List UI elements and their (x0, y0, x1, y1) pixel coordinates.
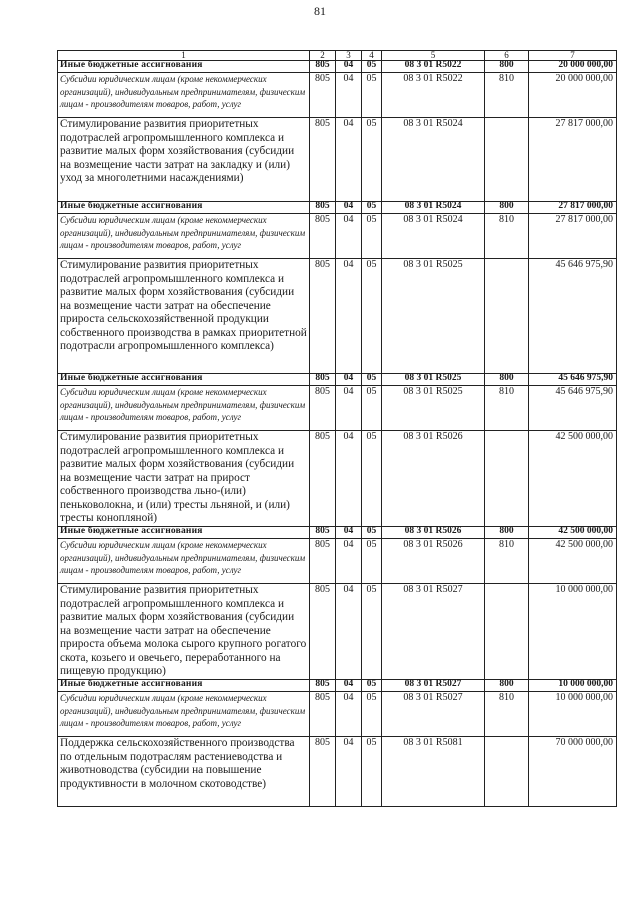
row-cell-c6: 800 (485, 527, 529, 539)
row-cell-c5: 08 3 01 R5025 (382, 386, 485, 431)
row-cell-c7: 27 817 000,00 (529, 202, 617, 214)
row-cell-c4: 05 (362, 259, 382, 374)
table-row-other (58, 202, 617, 214)
row-cell-c2: 805 (310, 61, 336, 73)
row-cell-c2: 805 (310, 527, 336, 539)
row-cell-c3: 04 (336, 737, 362, 807)
row-cell-c5: 08 3 01 R5026 (382, 431, 485, 527)
row-cell-c5: 08 3 01 R5026 (382, 527, 485, 539)
row-name-cell: Иные бюджетные ассигнования (58, 527, 310, 539)
row-cell-c4: 05 (362, 374, 382, 386)
row-cell-c7: 42 500 000,00 (529, 431, 617, 527)
row-cell-c6 (485, 259, 529, 374)
row-cell-c4: 05 (362, 737, 382, 807)
row-cell-c5: 08 3 01 R5025 (382, 259, 485, 374)
row-cell-c3: 04 (336, 386, 362, 431)
row-cell-c6: 800 (485, 680, 529, 692)
row-cell-c7: 10 000 000,00 (529, 680, 617, 692)
row-cell-c2: 805 (310, 374, 336, 386)
row-cell-c7: 27 817 000,00 (529, 214, 617, 259)
row-cell-c2: 805 (310, 386, 336, 431)
row-cell-c7: 27 817 000,00 (529, 118, 617, 202)
row-cell-c4: 05 (362, 584, 382, 680)
row-cell-c3: 04 (336, 680, 362, 692)
row-cell-c5: 08 3 01 R5027 (382, 692, 485, 737)
row-cell-c5: 08 3 01 R5081 (382, 737, 485, 807)
row-cell-c4: 05 (362, 680, 382, 692)
row-cell-c7: 45 646 975,90 (529, 386, 617, 431)
row-cell-c3: 04 (336, 527, 362, 539)
row-cell-c7: 42 500 000,00 (529, 527, 617, 539)
table-row-main (58, 737, 617, 807)
row-cell-c2: 805 (310, 259, 336, 374)
row-cell-c2: 805 (310, 584, 336, 680)
table-row-sub (58, 73, 617, 118)
row-cell-c6 (485, 737, 529, 807)
row-cell-c3: 04 (336, 202, 362, 214)
row-cell-c6: 810 (485, 73, 529, 118)
row-cell-c4: 05 (362, 202, 382, 214)
row-name-cell: Субсидии юридическим лицам (кроме некоммерческих организаций), индивидуальным предпринимателям, физическим лицам - производителям товаров, работ, услуг (58, 73, 310, 118)
row-cell-c5: 08 3 01 R5022 (382, 61, 485, 73)
row-cell-c4: 05 (362, 214, 382, 259)
row-name-cell: Иные бюджетные ассигнования (58, 202, 310, 214)
table-row-sub (58, 214, 617, 259)
table-row-sub (58, 692, 617, 737)
row-cell-c3: 04 (336, 73, 362, 118)
row-cell-c5: 08 3 01 R5025 (382, 374, 485, 386)
row-cell-c3: 04 (336, 61, 362, 73)
col-header-4: 4 (362, 51, 382, 61)
table-header-row (58, 51, 617, 61)
col-header-1: 1 (58, 51, 310, 61)
row-cell-c3: 04 (336, 692, 362, 737)
row-name-cell: Поддержка сельскохозяйственного производства по отдельным подотраслям растениеводства и животноводства (субсидии на повышение продуктивности в молочном скотоводстве) (58, 737, 310, 807)
col-header-3: 3 (336, 51, 362, 61)
row-cell-c2: 805 (310, 692, 336, 737)
row-cell-c6 (485, 118, 529, 202)
col-header-7: 7 (529, 51, 617, 61)
row-cell-c2: 805 (310, 737, 336, 807)
row-cell-c7: 10 000 000,00 (529, 692, 617, 737)
row-name-cell: Субсидии юридическим лицам (кроме некоммерческих организаций), индивидуальным предпринимателям, физическим лицам - производителям товаров, работ, услуг (58, 539, 310, 584)
row-cell-c5: 08 3 01 R5027 (382, 680, 485, 692)
row-cell-c6: 810 (485, 539, 529, 584)
row-cell-c5: 08 3 01 R5024 (382, 214, 485, 259)
row-cell-c5: 08 3 01 R5022 (382, 73, 485, 118)
row-cell-c2: 805 (310, 73, 336, 118)
row-cell-c5: 08 3 01 R5026 (382, 539, 485, 584)
row-cell-c6: 810 (485, 214, 529, 259)
row-name-cell: Субсидии юридическим лицам (кроме некоммерческих организаций), индивидуальным предпринимателям, физическим лицам - производителям товаров, работ, услуг (58, 386, 310, 431)
row-cell-c6: 800 (485, 374, 529, 386)
row-cell-c4: 05 (362, 118, 382, 202)
budget-table (57, 50, 617, 807)
row-cell-c2: 805 (310, 431, 336, 527)
row-cell-c7: 45 646 975,90 (529, 259, 617, 374)
row-cell-c2: 805 (310, 680, 336, 692)
table-row-sub (58, 386, 617, 431)
row-cell-c4: 05 (362, 527, 382, 539)
row-cell-c5: 08 3 01 R5024 (382, 118, 485, 202)
row-cell-c2: 805 (310, 214, 336, 259)
table-row-main (58, 584, 617, 680)
row-cell-c4: 05 (362, 73, 382, 118)
table-row-other (58, 680, 617, 692)
table-row-main (58, 259, 617, 374)
col-header-2: 2 (310, 51, 336, 61)
row-cell-c3: 04 (336, 374, 362, 386)
row-cell-c7: 20 000 000,00 (529, 61, 617, 73)
row-name-cell: Иные бюджетные ассигнования (58, 61, 310, 73)
page-number: 81 (314, 4, 326, 18)
row-cell-c3: 04 (336, 214, 362, 259)
row-cell-c4: 05 (362, 539, 382, 584)
row-cell-c3: 04 (336, 584, 362, 680)
row-cell-c3: 04 (336, 431, 362, 527)
col-header-6: 6 (485, 51, 529, 61)
row-name-cell: Иные бюджетные ассигнования (58, 680, 310, 692)
row-cell-c7: 45 646 975,90 (529, 374, 617, 386)
row-cell-c6: 800 (485, 202, 529, 214)
row-name-cell: Стимулирование развития приоритетных подотраслей агропромышленного комплекса и развитие малых форм хозяйствования (субсидии на возмещение части затрат на закладку и (или) уход за многолетними насаждениями) (58, 118, 310, 202)
table-row-other (58, 374, 617, 386)
table-body (58, 51, 617, 807)
row-cell-c4: 05 (362, 61, 382, 73)
row-cell-c6 (485, 431, 529, 527)
row-name-cell: Стимулирование развития приоритетных подотраслей агропромышленного комплекса и развитие малых форм хозяйствования (субсидии на возмещение части затрат на прирост собственного производства льно-(или) пеньковолокна, и (или) тресты льняной, и (или) тресты конопляной) (58, 431, 310, 527)
table-row-other (58, 61, 617, 73)
row-cell-c7: 42 500 000,00 (529, 539, 617, 584)
row-name-cell: Иные бюджетные ассигнования (58, 374, 310, 386)
row-cell-c6: 800 (485, 61, 529, 73)
row-cell-c7: 10 000 000,00 (529, 584, 617, 680)
row-cell-c5: 08 3 01 R5027 (382, 584, 485, 680)
table-row-main (58, 431, 617, 527)
row-cell-c7: 70 000 000,00 (529, 737, 617, 807)
row-cell-c4: 05 (362, 692, 382, 737)
row-name-cell: Стимулирование развития приоритетных подотраслей агропромышленного комплекса и развитие малых форм хозяйствования (субсидии на возмещение части затрат на обеспечение прироста объема молока сырого крупного рогатого скота, козьего и овечьего, переработанного на пищевую продукцию) (58, 584, 310, 680)
table-row-other (58, 527, 617, 539)
row-cell-c2: 805 (310, 118, 336, 202)
table-row-main (58, 118, 617, 202)
row-cell-c7: 20 000 000,00 (529, 73, 617, 118)
row-cell-c2: 805 (310, 202, 336, 214)
row-cell-c6: 810 (485, 386, 529, 431)
row-cell-c3: 04 (336, 118, 362, 202)
row-cell-c6 (485, 584, 529, 680)
row-cell-c5: 08 3 01 R5024 (382, 202, 485, 214)
row-cell-c4: 05 (362, 431, 382, 527)
row-cell-c3: 04 (336, 539, 362, 584)
table-row-sub (58, 539, 617, 584)
row-cell-c4: 05 (362, 386, 382, 431)
row-name-cell: Субсидии юридическим лицам (кроме некоммерческих организаций), индивидуальным предпринимателям, физическим лицам - производителям товаров, работ, услуг (58, 692, 310, 737)
row-cell-c2: 805 (310, 539, 336, 584)
col-header-5: 5 (382, 51, 485, 61)
row-name-cell: Субсидии юридическим лицам (кроме некоммерческих организаций), индивидуальным предпринимателям, физическим лицам - производителям товаров, работ, услуг (58, 214, 310, 259)
row-name-cell: Стимулирование развития приоритетных подотраслей агропромышленного комплекса и развитие малых форм хозяйствования (субсидии на возмещение части затрат на обеспечение прироста сельскохозяйственной продукции собственного производства в рамках приоритетной подотрасли агропромышленного комплекса) (58, 259, 310, 374)
row-cell-c3: 04 (336, 259, 362, 374)
row-cell-c6: 810 (485, 692, 529, 737)
